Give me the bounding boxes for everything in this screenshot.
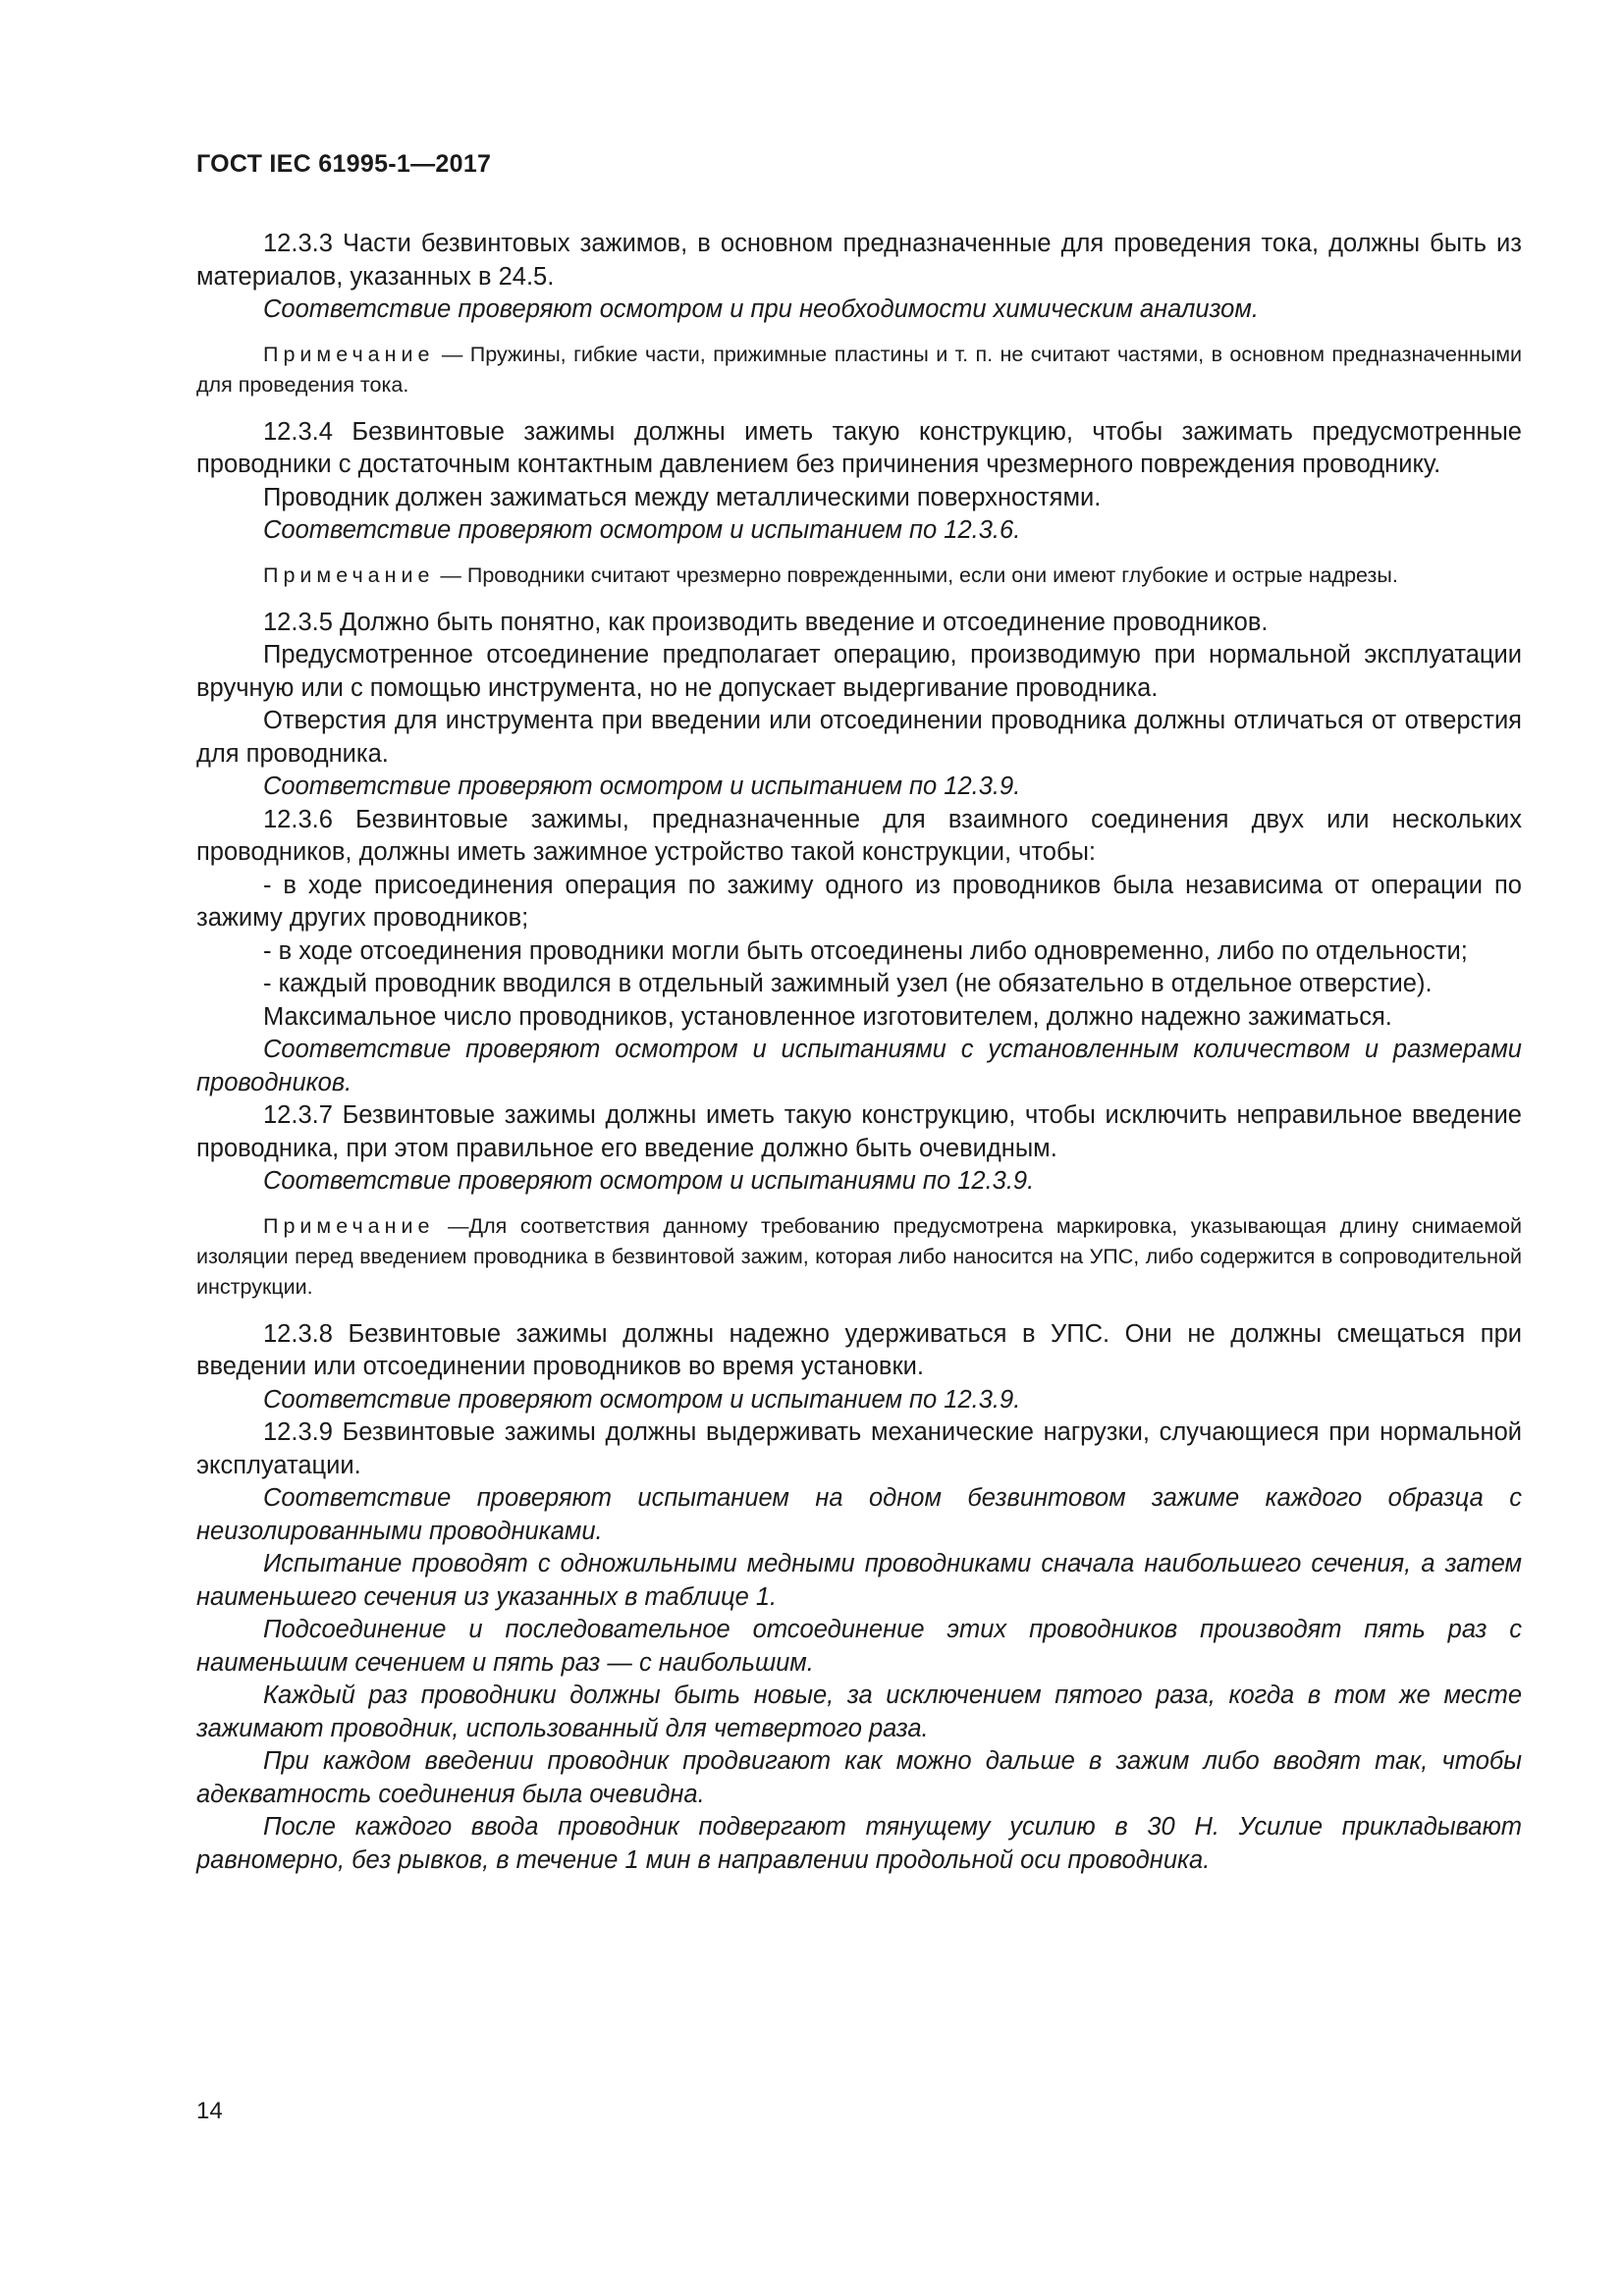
list-item: - в ходе присоединения операция по зажиму одного из проводников была независима от операции по зажиму других проводников; [196, 871, 1522, 932]
clause-12-3-6: 12.3.6 Безвинтовые зажимы, предназначенные для взаимного соединения двух или нескольких проводников, должны иметь зажимное устройство такой конструкции, чтобы: [196, 805, 1522, 866]
clause-12-3-6-body: Максимальное число проводников, установленное изготовителем, должно надежно зажиматься. [263, 1002, 1392, 1031]
note-label: Примечание [263, 562, 435, 587]
clause-12-3-3: 12.3.3 Части безвинтовых зажимов, в основном предназначенные для проведения тока, должны быть из материалов, указанных в 24.5. [196, 230, 1522, 291]
compliance-12-3-8: Соответствие проверяют осмотром и испытанием по 12.3.9. [263, 1385, 1021, 1414]
compliance-12-3-7: Соответствие проверяют осмотром и испытаниями по 12.3.9. [263, 1167, 1035, 1195]
test-procedure-4: При каждом введении проводник продвигают как можно дальше в зажим либо вводят так, чтобы адекватность соединения была очевидна. [196, 1747, 1522, 1808]
list-item: - в ходе отсоединения проводники могли быть отсоединены либо одновременно, либо по отдельности; [263, 936, 1468, 965]
clause-12-3-5-body-1: Предусмотренное отсоединение предполагает операцию, производимую при нормальной эксплуатации вручную или с помощью инструмента, но не допускает выдергивание проводника. [196, 641, 1522, 702]
document-body [196, 228, 1522, 1877]
compliance-12-3-3: Соответствие проверяют осмотром и при необходимости химическим анализом. [263, 295, 1259, 323]
test-procedure-5: После каждого ввода проводник подвергают тянущему усилию в 30 Н. Усилие прикладывают равномерно, без рывков, в течение 1 мин в направлении продольной оси проводника. [196, 1813, 1522, 1874]
test-procedure-3: Каждый раз проводники должны быть новые, за исключением пятого раза, когда в том же месте зажимают проводник, использованный для четвертого раза. [196, 1682, 1522, 1742]
clause-12-3-4: 12.3.4 Безвинтовые зажимы должны иметь такую конструкцию, чтобы зажимать предусмотренные проводники с достаточным контактным давлением без причинения чрезмерного повреждения проводнику. [196, 417, 1522, 478]
page-number: 14 [196, 2098, 223, 2124]
clause-12-3-8: 12.3.8 Безвинтовые зажимы должны надежно удерживаться в УПС. Они не должны смещаться при введении или отсоединении проводников во время установки. [196, 1319, 1522, 1380]
compliance-12-3-5: Соответствие проверяют осмотром и испытанием по 12.3.9. [263, 773, 1021, 800]
clause-12-3-9: 12.3.9 Безвинтовые зажимы должны выдерживать механические нагрузки, случающиеся при нормальной эксплуатации. [196, 1418, 1522, 1479]
clause-12-3-5: 12.3.5 Должно быть понятно, как производить введение и отсоединение проводников. [263, 608, 1269, 636]
test-procedure-2: Подсоединение и последовательное отсоединение этих проводников производят пять раз с наименьшим сечением и пять раз — с наибольшим. [196, 1616, 1522, 1677]
clause-12-3-5-body-2: Отверстия для инструмента при введении или отсоединении проводника должны отличаться от отверстия для проводника. [196, 707, 1522, 768]
list-item: - каждый проводник вводился в отдельный зажимный узел (не обязательно в отдельное отверстие). [263, 970, 1433, 997]
note-1 [196, 340, 1522, 400]
note-3 [196, 1211, 1522, 1303]
test-procedure-1: Испытание проводят с одножильными медными проводниками сначала наибольшего сечения, а затем наименьшего сечения из указанных в таблице 1. [196, 1550, 1522, 1611]
clause-12-3-7: 12.3.7 Безвинтовые зажимы должны иметь такую конструкцию, чтобы исключить неправильное введение проводника, при этом правильное его введение должно быть очевидным. [196, 1101, 1522, 1162]
note-2 [196, 561, 1522, 591]
compliance-12-3-6: Соответствие проверяют осмотром и испытаниями с установленным количеством и размерами проводников. [196, 1036, 1522, 1096]
note-label: Примечание [263, 342, 435, 366]
note-text: — Проводники считают чрезмерно поврежденными, если они имеют глубокие и острые надрезы. [434, 562, 1398, 587]
compliance-12-3-4: Соответствие проверяют осмотром и испытанием по 12.3.6. [263, 516, 1021, 544]
note-label: Примечание [263, 1213, 435, 1238]
clause-12-3-4-body: Проводник должен зажиматься между металлическими поверхностями. [263, 483, 1102, 511]
note-text: — Пружины, гибкие части, прижимные пластины и т. п. не считают частями, в основном предназначенными для проведения тока. [196, 342, 1522, 397]
note-text: —Для соответствия данному требованию предусмотрена маркировка, указывающая длину снимаемой изоляции перед введением проводника в безвинтовой зажим, которая либо наносится на УПС, либо содержится в сопроводительной инструкции. [196, 1213, 1522, 1299]
compliance-12-3-9: Соответствие проверяют испытанием на одном безвинтовом зажиме каждого образца с неизолированными проводниками. [196, 1484, 1522, 1545]
document-code-header: ГОСТ IEC 61995-1—2017 [196, 150, 492, 178]
